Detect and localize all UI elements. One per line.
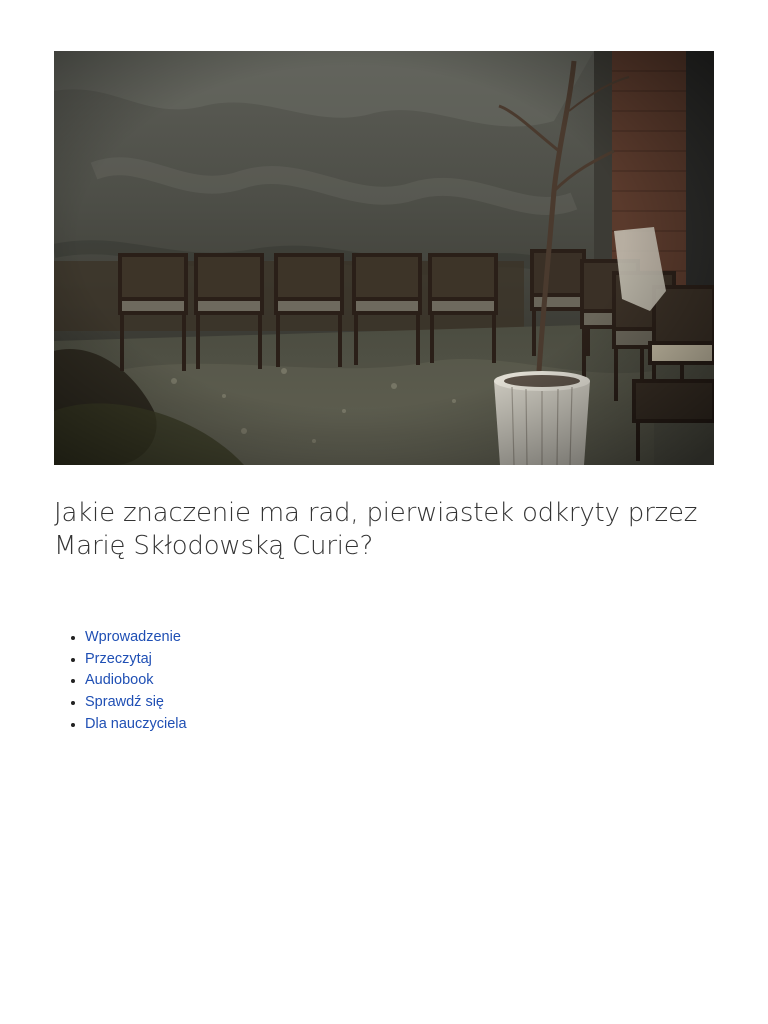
toc-link-przeczytaj[interactable]: Przeczytaj [85,650,152,667]
page-title: Jakie znaczenie ma rad, pierwiastek odkryty przez Marię Skłodowską Curie? [54,498,698,561]
toc-item-audiobook [85,670,187,692]
toc-item-sprawdz-sie [85,692,187,714]
toc-item-wprowadzenie [85,627,187,649]
toc-item-przeczytaj [85,649,187,671]
hero-image [54,51,714,465]
toc-item-dla-nauczyciela [85,714,187,736]
toc-link-sprawdz-sie[interactable]: Sprawdź się [85,694,164,711]
abandoned-room-photo-icon [54,51,714,465]
table-of-contents [54,627,187,736]
toc-link-audiobook[interactable]: Audiobook [85,672,154,689]
toc-link-dla-nauczyciela[interactable]: Dla nauczyciela [85,715,187,732]
toc-link-wprowadzenie[interactable]: Wprowadzenie [85,629,181,645]
